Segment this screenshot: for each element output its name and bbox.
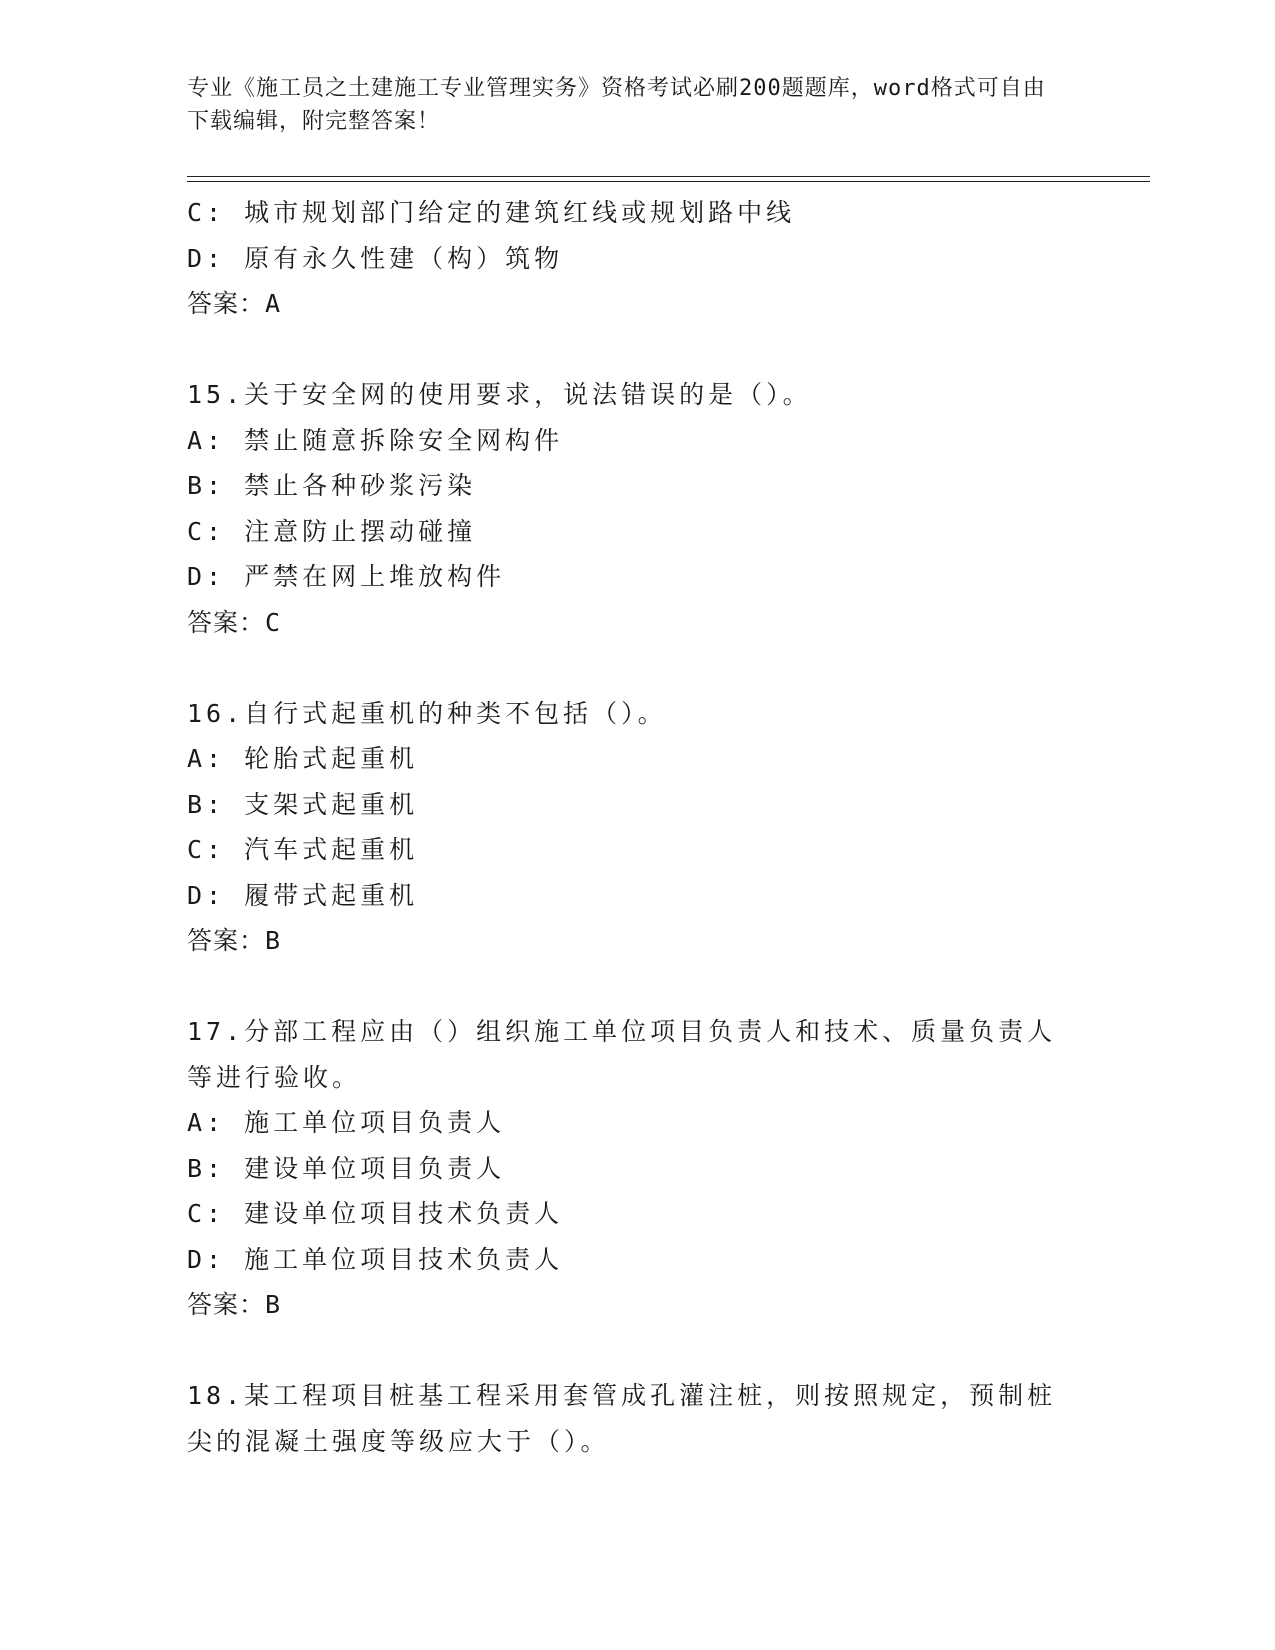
question-stem: 17.分部工程应由（）组织施工单位项目负责人和技术、质量负责人等进行验收。 — [187, 1017, 1057, 1092]
option-c: C: 城市规划部门给定的建筑红线或规划路中线 — [187, 198, 796, 227]
option-d: D: 履带式起重机 — [187, 880, 419, 910]
option-c: C: 注意防止摆动碰撞 — [187, 516, 477, 546]
answer-value: B — [265, 926, 282, 955]
option-d: D: 严禁在网上堆放构件 — [187, 562, 506, 591]
question-fragment — [187, 190, 1087, 327]
answer-line — [187, 1282, 1087, 1328]
question-18 — [187, 1373, 1087, 1464]
question-stem: 16.自行式起重机的种类不包括（）。 — [187, 698, 667, 728]
answer-label: 答案： — [187, 289, 266, 318]
option-a: A: 禁止随意拆除安全网构件 — [187, 425, 564, 455]
question-list — [187, 190, 1087, 1464]
option-b: B: 禁止各种砂浆污染 — [187, 471, 477, 500]
header-divider-top — [187, 176, 1150, 177]
answer-value: C — [265, 607, 282, 637]
answer-line — [187, 281, 1087, 327]
document-header: 专业《施工员之土建施工专业管理实务》资格考试必刷200题题库，word格式可自由下载编辑，附完整答案！ — [187, 76, 1046, 134]
option-a: A: 施工单位项目负责人 — [187, 1108, 506, 1137]
option-c: C: 建设单位项目技术负责人 — [187, 1199, 564, 1228]
answer-value: A — [265, 289, 282, 318]
question-stem: 18.某工程项目桩基工程采用套管成孔灌注桩，则按照规定，预制桩尖的混凝土强度等级应大于（）。 — [187, 1381, 1057, 1456]
question-17 — [187, 1009, 1087, 1328]
question-16 — [187, 691, 1087, 964]
header-divider-bottom — [187, 181, 1150, 182]
option-b: B: 建设单位项目负责人 — [187, 1153, 506, 1183]
option-c: C: 汽车式起重机 — [187, 835, 419, 864]
option-b: B: 支架式起重机 — [187, 789, 419, 819]
answer-label: 答案： — [187, 607, 266, 637]
answer-line — [187, 600, 1087, 646]
answer-label: 答案： — [187, 1290, 266, 1319]
option-a: A: 轮胎式起重机 — [187, 744, 419, 773]
answer-label: 答案： — [187, 926, 266, 955]
option-d: D: 施工单位项目技术负责人 — [187, 1244, 564, 1274]
option-d: D: 原有永久性建（构）筑物 — [187, 243, 564, 273]
answer-value: B — [265, 1290, 282, 1319]
answer-line — [187, 918, 1087, 964]
question-stem: 15.关于安全网的使用要求，说法错误的是（）。 — [187, 380, 812, 409]
question-15 — [187, 372, 1087, 645]
